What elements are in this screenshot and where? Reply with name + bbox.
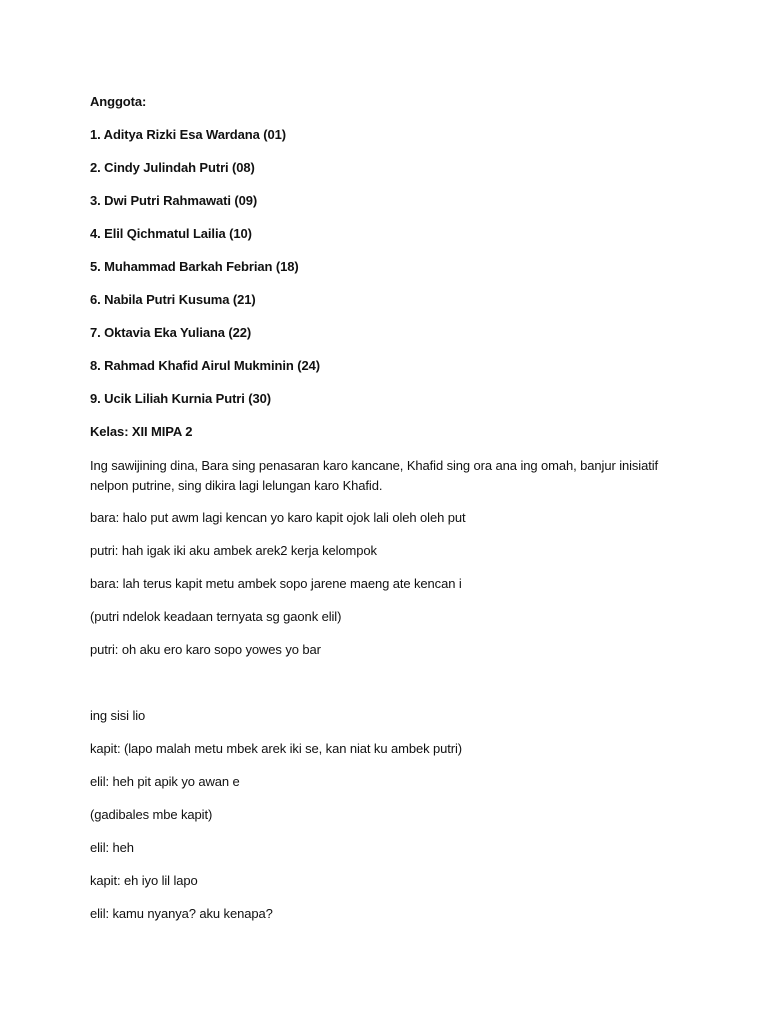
member-item: 6. Nabila Putri Kusuma (21) [90,292,256,307]
members-heading: Anggota: [90,94,147,109]
dialogue-line: kapit: eh iyo lil lapo [90,873,198,888]
member-item: 2. Cindy Julindah Putri (08) [90,160,255,175]
member-item: 4. Elil Qichmatul Lailia (10) [90,226,252,241]
dialogue-line: putri: hah igak iki aku ambek arek2 kerja kelompok [90,543,377,558]
dialogue-line: elil: heh pit apik yo awan e [90,774,240,789]
blank-line [90,674,680,707]
member-item: 7. Oktavia Eka Yuliana (22) [90,325,252,340]
dialogue-line: kapit: (lapo malah metu mbek arek iki se, kan niat ku ambek putri) [90,741,463,756]
dialogue-line: bara: lah terus kapit metu ambek sopo jarene maeng ate kencan i [90,576,462,591]
member-item: 1. Aditya Rizki Esa Wardana (01) [90,127,286,142]
intro-paragraph: Ing sawijining dina, Bara sing penasaran karo kancane, Khafid sing ora ana ing omah, banjur inisiatif nelpon putrine, sing dikira lagi lelungan karo Khafid. [90,458,659,493]
dialogue-line: ing sisi lio [90,708,146,723]
dialogue-line: bara: halo put awm lagi kencan yo karo kapit ojok lali oleh oleh put [90,510,466,525]
member-item: 8. Rahmad Khafid Airul Mukminin (24) [90,358,320,373]
dialogue-line: (putri ndelok keadaan ternyata sg gaonk elil) [90,609,342,624]
dialogue-line: elil: kamu nyanya? aku kenapa? [90,906,273,921]
document-content [90,93,680,938]
class-label: Kelas: XII MIPA 2 [90,424,193,439]
dialogue-line: elil: heh [90,840,134,855]
dialogue-line: (gadibales mbe kapit) [90,807,213,822]
member-item: 3. Dwi Putri Rahmawati (09) [90,193,258,208]
dialogue-line: putri: oh aku ero karo sopo yowes yo bar [90,642,321,657]
member-item: 9. Ucik Liliah Kurnia Putri (30) [90,391,272,406]
member-item: 5. Muhammad Barkah Febrian (18) [90,259,299,274]
